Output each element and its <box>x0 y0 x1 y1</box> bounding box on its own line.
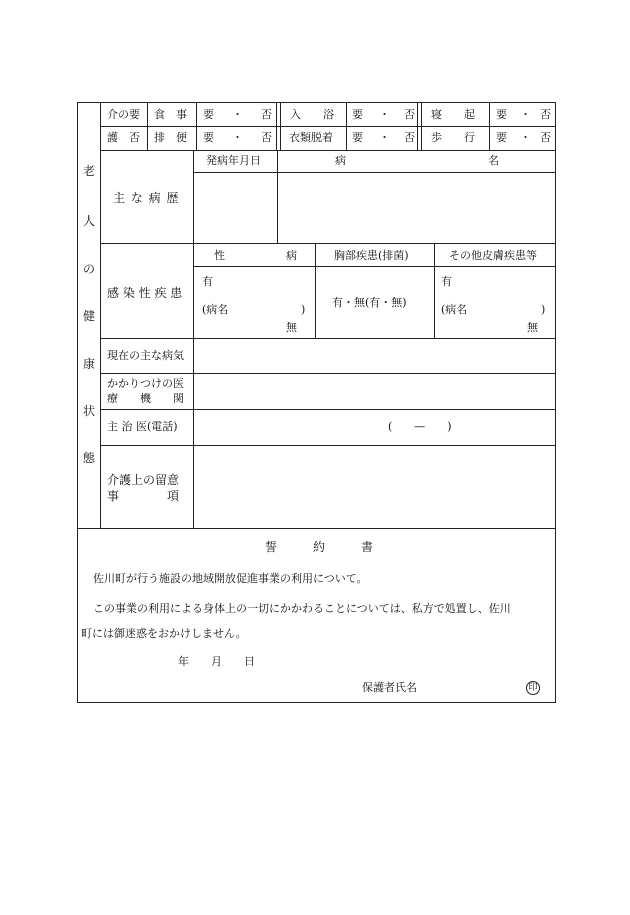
care-label-top: 介の要 <box>107 108 140 121</box>
pledge-guardian-label: 保護者氏名 <box>362 681 417 694</box>
section-column-divider <box>100 102 101 528</box>
care-label-bottom: 護 否 <box>107 131 140 144</box>
infection-col1-head-b: 病 <box>286 249 297 262</box>
current-illness-field[interactable] <box>194 339 555 372</box>
infection-label: 感 染 性 疾 患 <box>107 286 183 300</box>
history-col-name: 名 <box>488 154 499 167</box>
infection-chest-options[interactable]: 有・無(有・無) <box>332 296 407 309</box>
history-col-disease: 病 <box>335 154 346 167</box>
pledge-para1: 佐川町が行う施設の地域開放促進事業の利用について。 <box>93 572 368 585</box>
main-doctor-phone-field[interactable]: ( — ) <box>388 420 452 433</box>
doctor-label-line1: かかりつけの医 <box>107 377 184 390</box>
pledge-para2-line2: 町には御迷惑をおかけしません。 <box>81 627 247 640</box>
pledge-para2-line1: この事業の利用による身体上の一切にかかわることについては、私方で処置し、佐川 <box>93 602 511 615</box>
current-illness-label: 現在の主な病気 <box>107 349 184 362</box>
notes-label-line2: 事 項 <box>107 489 180 503</box>
history-disease-field[interactable] <box>278 173 555 242</box>
history-onset-field[interactable] <box>194 173 276 242</box>
pledge-date[interactable]: 年 月 日 <box>178 655 255 668</box>
care-item-toilet: 排 便 <box>154 131 187 144</box>
history-col-onset: 発病年月日 <box>206 154 261 167</box>
main-doctor-label: 主 治 医(電話) <box>107 420 178 433</box>
care-item-bath: 入 浴 <box>290 108 334 121</box>
care-item-dressing: 衣類脱着 <box>289 131 333 144</box>
doctor-label-line2: 療 機 関 <box>107 392 184 405</box>
pledge-title: 誓 約 書 <box>265 540 374 554</box>
seal-icon: 印 <box>526 681 540 695</box>
care-item-rise: 寝 起 <box>431 108 475 121</box>
guardian-name-field[interactable] <box>425 676 517 694</box>
infection-col2-head: 胸部疾患(排菌) <box>334 249 409 262</box>
care-item-meal: 食 事 <box>154 108 187 121</box>
infection-col1-head-a: 性 <box>214 249 225 262</box>
care-item-walk: 歩 行 <box>431 131 475 144</box>
history-label: 主 な 病 歴 <box>113 191 180 205</box>
notes-field[interactable] <box>194 446 555 527</box>
doctor-field[interactable] <box>194 374 555 408</box>
notes-label-line1: 介護上の留意 <box>107 473 180 487</box>
infection-col3-head: その他皮膚疾患等 <box>449 249 537 262</box>
